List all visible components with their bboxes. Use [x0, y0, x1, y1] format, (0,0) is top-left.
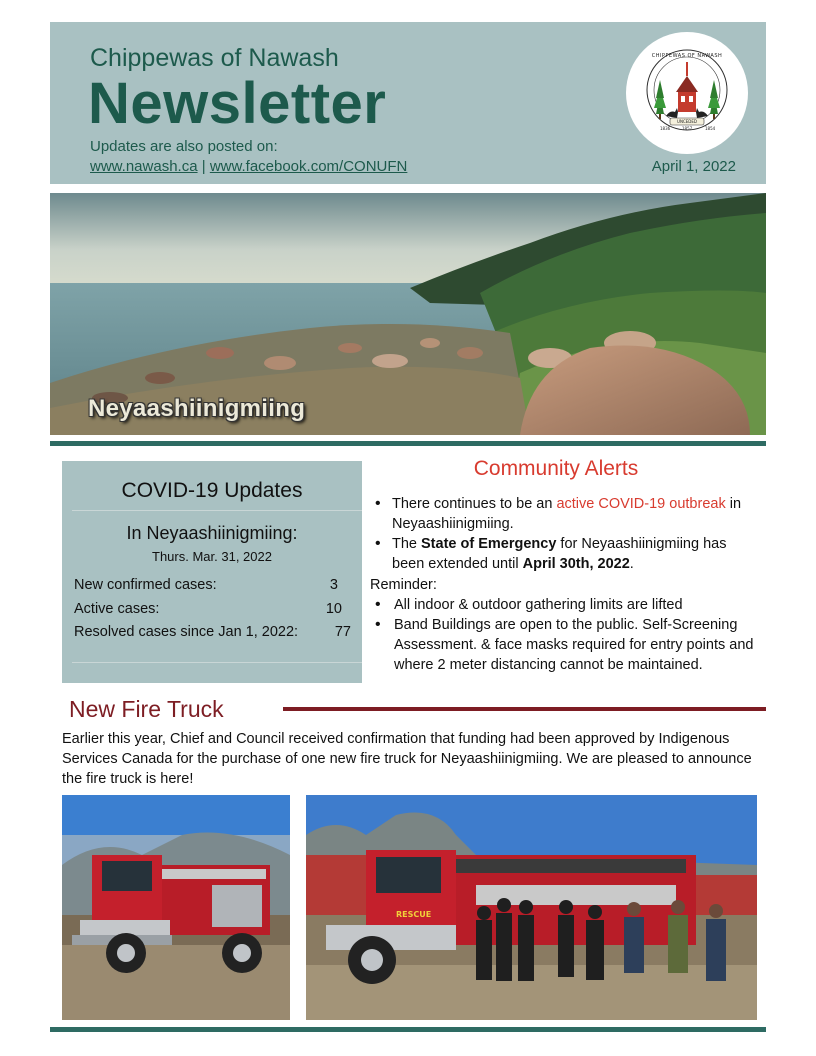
seal-year-right: 1854 [705, 126, 716, 131]
hero-caption: Neyaashiinigmiing [88, 395, 306, 422]
reminder-label: Reminder: [370, 577, 437, 593]
alert-emphasis: April 30th, 2022 [522, 556, 630, 572]
fire-truck-image [62, 795, 290, 1020]
stat-label: New confirmed cases: [74, 577, 217, 593]
alert-text: The [392, 536, 422, 552]
truck-label: RESCUE [396, 910, 432, 919]
newsletter-title: Newsletter [88, 71, 387, 136]
fire-truck-crew-image [306, 795, 757, 1020]
hero-landscape-photo [50, 193, 766, 435]
reminder-item: • Band Buildings are open to the public. Self-Screening Assessment. & face masks required for entry points and where 2 meter distancing cannot be maintained. [370, 615, 762, 675]
seal-emblem-icon [626, 32, 748, 154]
fire-truck-crew-photo [306, 795, 757, 1020]
alert-text: . [629, 556, 634, 572]
seal-year-center: 1857 [682, 126, 693, 131]
alert-text: for Neyaashiinigmiing has been extended until [392, 536, 727, 572]
stat-label: Active cases: [74, 601, 160, 617]
nawash-seal-logo [626, 32, 748, 154]
seal-ring-text-bottom: UNCEDED [677, 119, 697, 124]
links-line [90, 158, 407, 175]
alert-item [370, 534, 762, 574]
covid-divider-bottom [72, 662, 362, 663]
fire-truck-heading: New Fire Truck [69, 696, 224, 722]
stat-value: 3 [329, 577, 338, 593]
covid-title: COVID-19 Updates [121, 479, 303, 502]
alert-text: There continues to be an [392, 496, 557, 512]
covid-location: In Neyaashiinigmiing: [126, 523, 298, 543]
newsletter-header [50, 22, 766, 184]
updates-note: Updates are also posted on: [90, 138, 278, 155]
section-divider-bottom [50, 1027, 766, 1032]
facebook-link[interactable]: www.facebook.com/CONUFN [209, 158, 408, 175]
fire-truck-photo-left [62, 795, 290, 1020]
covid-date: Thurs. Mar. 31, 2022 [152, 549, 272, 564]
org-name: Chippewas of Nawash [90, 44, 339, 72]
alert-highlight: active COVID-19 outbreak [556, 496, 726, 512]
community-alerts-list [370, 494, 762, 675]
covid-divider [72, 510, 362, 511]
reminder-item: • All indoor & outdoor gathering limits are lifted [370, 595, 762, 615]
alert-text: in Neyaashiinigmiing. [392, 496, 742, 532]
section-divider-top [50, 441, 766, 446]
alert-item [370, 494, 762, 534]
website-link[interactable]: www.nawash.ca [90, 158, 198, 175]
covid-updates-box [62, 461, 362, 683]
alert-emphasis: State of Emergency [421, 536, 557, 552]
stat-label: Resolved cases since Jan 1, 2022: [74, 624, 299, 640]
fire-truck-body: Earlier this year, Chief and Council received confirmation that funding had been approved by Indigenous Services Canada for the purchase of one new fire truck for Neyaashiinigmiing. We are pleased to announce the fire truck is here! [62, 731, 752, 787]
stat-value: 10 [325, 601, 342, 617]
link-separator: | [201, 158, 206, 175]
fire-truck-rule [283, 707, 766, 711]
seal-ring-text-top: CHIPPEWAS OF NAWASH [651, 53, 723, 59]
seal-year-left: 1836 [660, 126, 671, 131]
issue-date: April 1, 2022 [651, 158, 736, 175]
stat-value: 77 [334, 624, 351, 640]
community-alerts-heading: Community Alerts [473, 457, 639, 480]
